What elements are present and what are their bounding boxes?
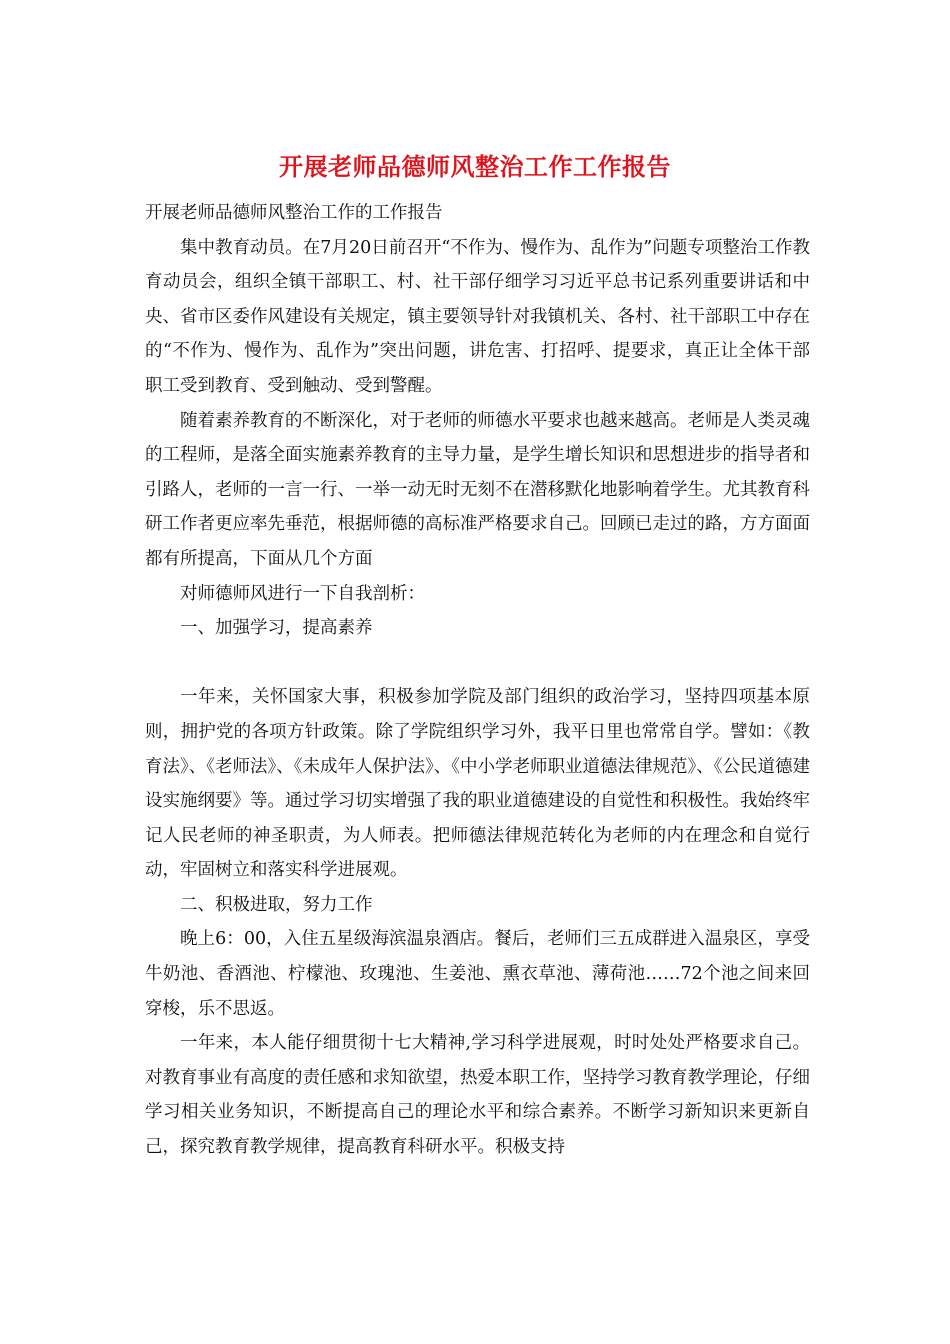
section-heading-study: 一、加强学习，提高素养 [180, 618, 373, 639]
paragraph-self-analysis: 对师德师风进行一下自我剖析： [180, 583, 425, 604]
paragraph-mobilization: 集中教育动员。在7月20日前召开“不作为、慢作为、乱作为”问题专项整治工作教育动员会，组织全镇干部职工、村、社干部仔细学习习近平总书记系列重要讲话和中央、省市区委作风建设有关规定，镇主要领导针对我镇机关、各村、社干部职工中存在的“不作为、慢作为、乱作为”突出问题，讲危害、打招呼、提要求，真正让全体干部职工受到教育、受到触动、受到警醒。 [145, 237, 810, 396]
paragraph-work: 一年来，本人能仔细贯彻十七大精神,学习科学进展观，时时处处严格要求自己。对教育事业有高度的责任感和求知欲望，热爱本职工作，坚持学习教育教学理论，仔细学习相关业务知识，不断提高自己的理论水平和综合素养。不断学习新知识来更新自己，探究教育教学规律，提高教育科研水平。积极支持 [145, 1033, 810, 1158]
document-body [145, 196, 810, 1165]
paragraph-hotel: 晚上6：00，入住五星级海滨温泉酒店。餐后，老师们三五成群进入温泉区，享受牛奶池、香酒池、柠檬池、玫瑰池、生姜池、熏衣草池、薄荷池……72个池之间来回穿梭，乐不思返。 [145, 929, 810, 1019]
document-title: 开展老师品德师风整治工作工作报告 [279, 152, 671, 181]
blank-line [145, 646, 810, 681]
paragraph-quality-education: 随着素养教育的不断深化，对于老师的师德水平要求也越来越高。老师是人类灵魂的工程师，是落全面实施素养教育的主导力量，是学生增长知识和思想进步的指导者和引路人，老师的一言一行、一举一动无时无刻不在潜移默化地影响着学生。尤其教育科研工作者更应率先垂范，根据师德的高标准严格要求自己。回顾已走过的路，方方面面都有所提高，下面从几个方面 [145, 410, 810, 569]
document-subtitle: 开展老师品德师风整治工作的工作报告 [145, 203, 443, 223]
paragraph-study: 一年来，关怀国家大事，积极参加学院及部门组织的政治学习，坚持四项基本原则，拥护党的各项方针政策。除了学院组织学习外，我平日里也常常自学。譬如：《教育法》、《老师法》、《未成年人保护法》、《中小学老师职业道德法律规范》、《公民道德建设实施纲要》等。通过学习切实增强了我的职业道德建设的自觉性和积极性。我始终牢记人民老师的神圣职责，为人师表。把师德法律规范转化为老师的内在理念和自觉行动，牢固树立和落实科学进展观。 [145, 687, 810, 881]
section-heading-work: 二、积极进取，努力工作 [180, 894, 373, 915]
